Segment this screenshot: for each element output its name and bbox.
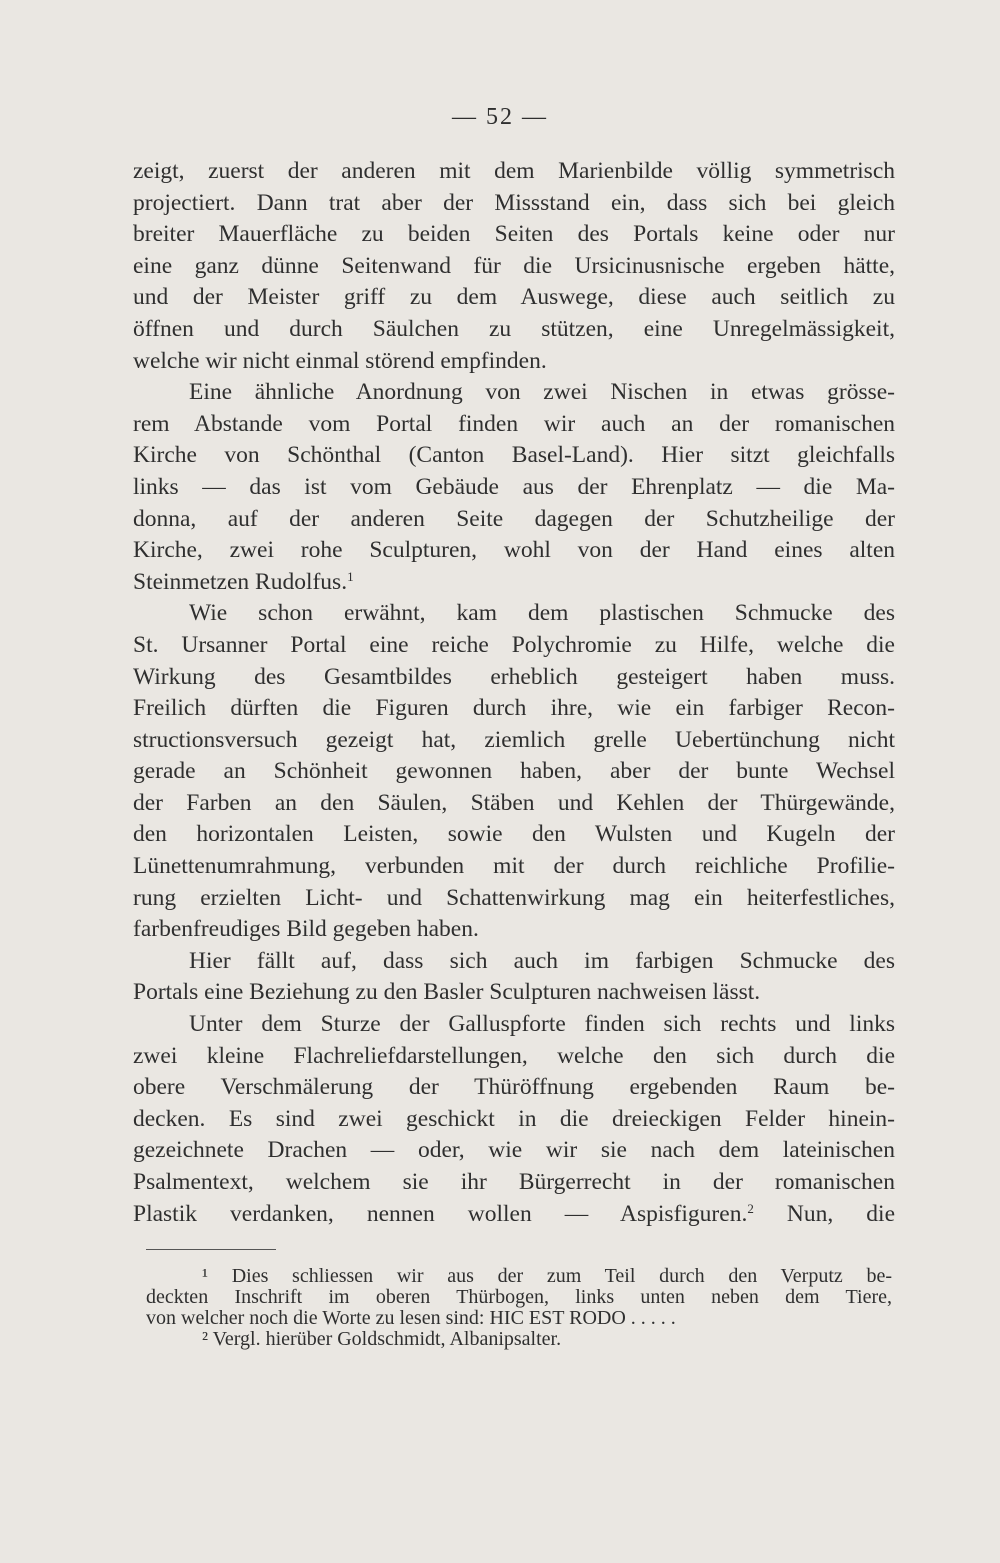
- footnote-separator: [146, 1249, 276, 1250]
- text-line: [133, 1104, 895, 1136]
- text-line: [133, 567, 895, 599]
- text-line-content: farbenfreudiges Bild gegeben haben.: [133, 916, 479, 943]
- text-line: [133, 662, 895, 694]
- text-line: [133, 377, 895, 409]
- text-line: [133, 1135, 895, 1167]
- text-line-content: eine ganz dünne Seitenwand für die Ursicinusnische ergeben hätte,: [133, 252, 895, 279]
- text-line: [133, 598, 895, 630]
- text-line-content: welche wir nicht einmal störend empfinden.: [133, 347, 547, 374]
- text-line: [133, 156, 895, 188]
- text-line: [133, 440, 895, 472]
- text-line-tail: Nun, die: [753, 1200, 895, 1227]
- text-line-content: rem Abstande vom Portal finden wir auch an der romanischen: [133, 410, 895, 437]
- text-line-content: obere Verschmälerung der Thüröffnung ergebenden Raum be-: [133, 1074, 895, 1101]
- page-number: — 52 —: [452, 104, 548, 130]
- text-line: [133, 851, 895, 883]
- text-line-content: Wie schon erwähnt, kam dem plastischen Schmucke des: [189, 600, 895, 627]
- footnote-marker: 2: [747, 1200, 754, 1216]
- text-line: [133, 1199, 895, 1231]
- text-line-content: gerade an Schönheit gewonnen haben, aber der bunte Wechsel: [133, 758, 895, 785]
- text-line: [133, 535, 895, 567]
- text-line: [133, 219, 895, 251]
- text-line-content: Lünettenumrahmung, verbunden mit der durch reichliche Profilie-: [133, 853, 895, 880]
- text-line-content: Eine ähnliche Anordnung von zwei Nischen in etwas grösse-: [189, 379, 895, 406]
- text-line-content: gezeichnete Drachen — oder, wie wir sie nach dem lateinischen: [133, 1137, 895, 1164]
- footnote-line: ² Vergl. hierüber Goldschmidt, Albanipsalter.: [202, 1328, 562, 1350]
- text-line-content: Steinmetzen Rudolfus.: [133, 568, 348, 595]
- text-line: [133, 282, 895, 314]
- text-line-content: Freilich dürften die Figuren durch ihre, wie ein farbiger Recon-: [133, 695, 895, 722]
- text-line-content: Plastik verdanken, nennen wollen — Aspisfiguren.: [133, 1200, 748, 1227]
- text-line-content: Portals eine Beziehung zu den Basler Sculpturen nachweisen lässt.: [133, 979, 761, 1006]
- text-line-content: zeigt, zuerst der anderen mit dem Marienbilde völlig symmetrisch: [133, 158, 895, 184]
- footnote-marker: 1: [347, 568, 354, 584]
- text-line: [133, 504, 895, 536]
- footnote-line: von welcher noch die Worte zu lesen sind: HIC EST RODO . . . . .: [146, 1307, 676, 1329]
- text-line-content: und der Meister griff zu dem Auswege, diese auch seitlich zu: [133, 284, 895, 311]
- text-line: [133, 1009, 895, 1041]
- text-line-content: Kirche, zwei rohe Sculpturen, wohl von der Hand eines alten: [133, 537, 895, 564]
- footnotes: [146, 1266, 892, 1350]
- text-line: [133, 346, 895, 378]
- text-line: [133, 1167, 895, 1199]
- text-line: [133, 914, 895, 946]
- text-line: [133, 188, 895, 220]
- text-line: [133, 946, 895, 978]
- text-line: [133, 251, 895, 283]
- text-line-content: den horizontalen Leisten, sowie den Wulsten und Kugeln der: [133, 821, 895, 848]
- text-line-content: donna, auf der anderen Seite dagegen der Schutzheilige der: [133, 505, 895, 532]
- text-line-content: Kirche von Schönthal (Canton Basel-Land). Hier sitzt gleichfalls: [133, 442, 895, 469]
- text-line: [133, 725, 895, 757]
- text-line-content: structionsversuch gezeigt hat, ziemlich grelle Uebertünchung nicht: [133, 726, 895, 753]
- text-line-content: zwei kleine Flachreliefdarstellungen, welche den sich durch die: [133, 1042, 895, 1069]
- text-line-content: links — das ist vom Gebäude aus der Ehrenplatz — die Ma-: [133, 473, 895, 500]
- body-text: [133, 156, 895, 1230]
- text-line-content: breiter Mauerfläche zu beiden Seiten des Portals keine oder nur: [133, 221, 895, 248]
- text-line-content: rung erzielten Licht- und Schattenwirkung mag ein heiterfestliches,: [133, 884, 895, 911]
- text-line: [133, 883, 895, 915]
- text-line: [133, 756, 895, 788]
- text-line: [133, 693, 895, 725]
- text-line: [133, 819, 895, 851]
- text-line: [133, 314, 895, 346]
- text-line-content: St. Ursanner Portal eine reiche Polychromie zu Hilfe, welche die: [133, 631, 895, 658]
- text-line: [133, 1041, 895, 1073]
- text-line: [133, 788, 895, 820]
- text-line-content: decken. Es sind zwei geschickt in die dreieckigen Felder hinein-: [133, 1105, 895, 1132]
- text-line-content: Wirkung des Gesamtbildes erheblich gesteigert haben muss.: [133, 663, 895, 690]
- text-line: [133, 409, 895, 441]
- text-line-content: der Farben an den Säulen, Stäben und Kehlen der Thürgewände,: [133, 789, 895, 816]
- text-line-content: Hier fällt auf, dass sich auch im farbigen Schmucke des: [189, 947, 895, 974]
- text-line-content: projectiert. Dann trat aber der Missstand ein, dass sich bei gleich: [133, 189, 895, 216]
- text-line-content: Unter dem Sturze der Galluspforte finden sich rechts und links: [189, 1011, 895, 1038]
- text-line: [133, 977, 895, 1009]
- text-line: [133, 472, 895, 504]
- text-line-content: Psalmentext, welchem sie ihr Bürgerrecht in der romanischen: [133, 1169, 895, 1195]
- text-line: [133, 1072, 895, 1104]
- text-line-content: öffnen und durch Säulchen zu stützen, eine Unregelmässigkeit,: [133, 315, 895, 342]
- footnote-line: deckten Inschrift im oberen Thürbogen, links unten neben dem Tiere,: [146, 1286, 892, 1308]
- footnote-line: ¹ Dies schliessen wir aus der zum Teil durch den Verputz be-: [202, 1265, 892, 1287]
- text-line: [133, 630, 895, 662]
